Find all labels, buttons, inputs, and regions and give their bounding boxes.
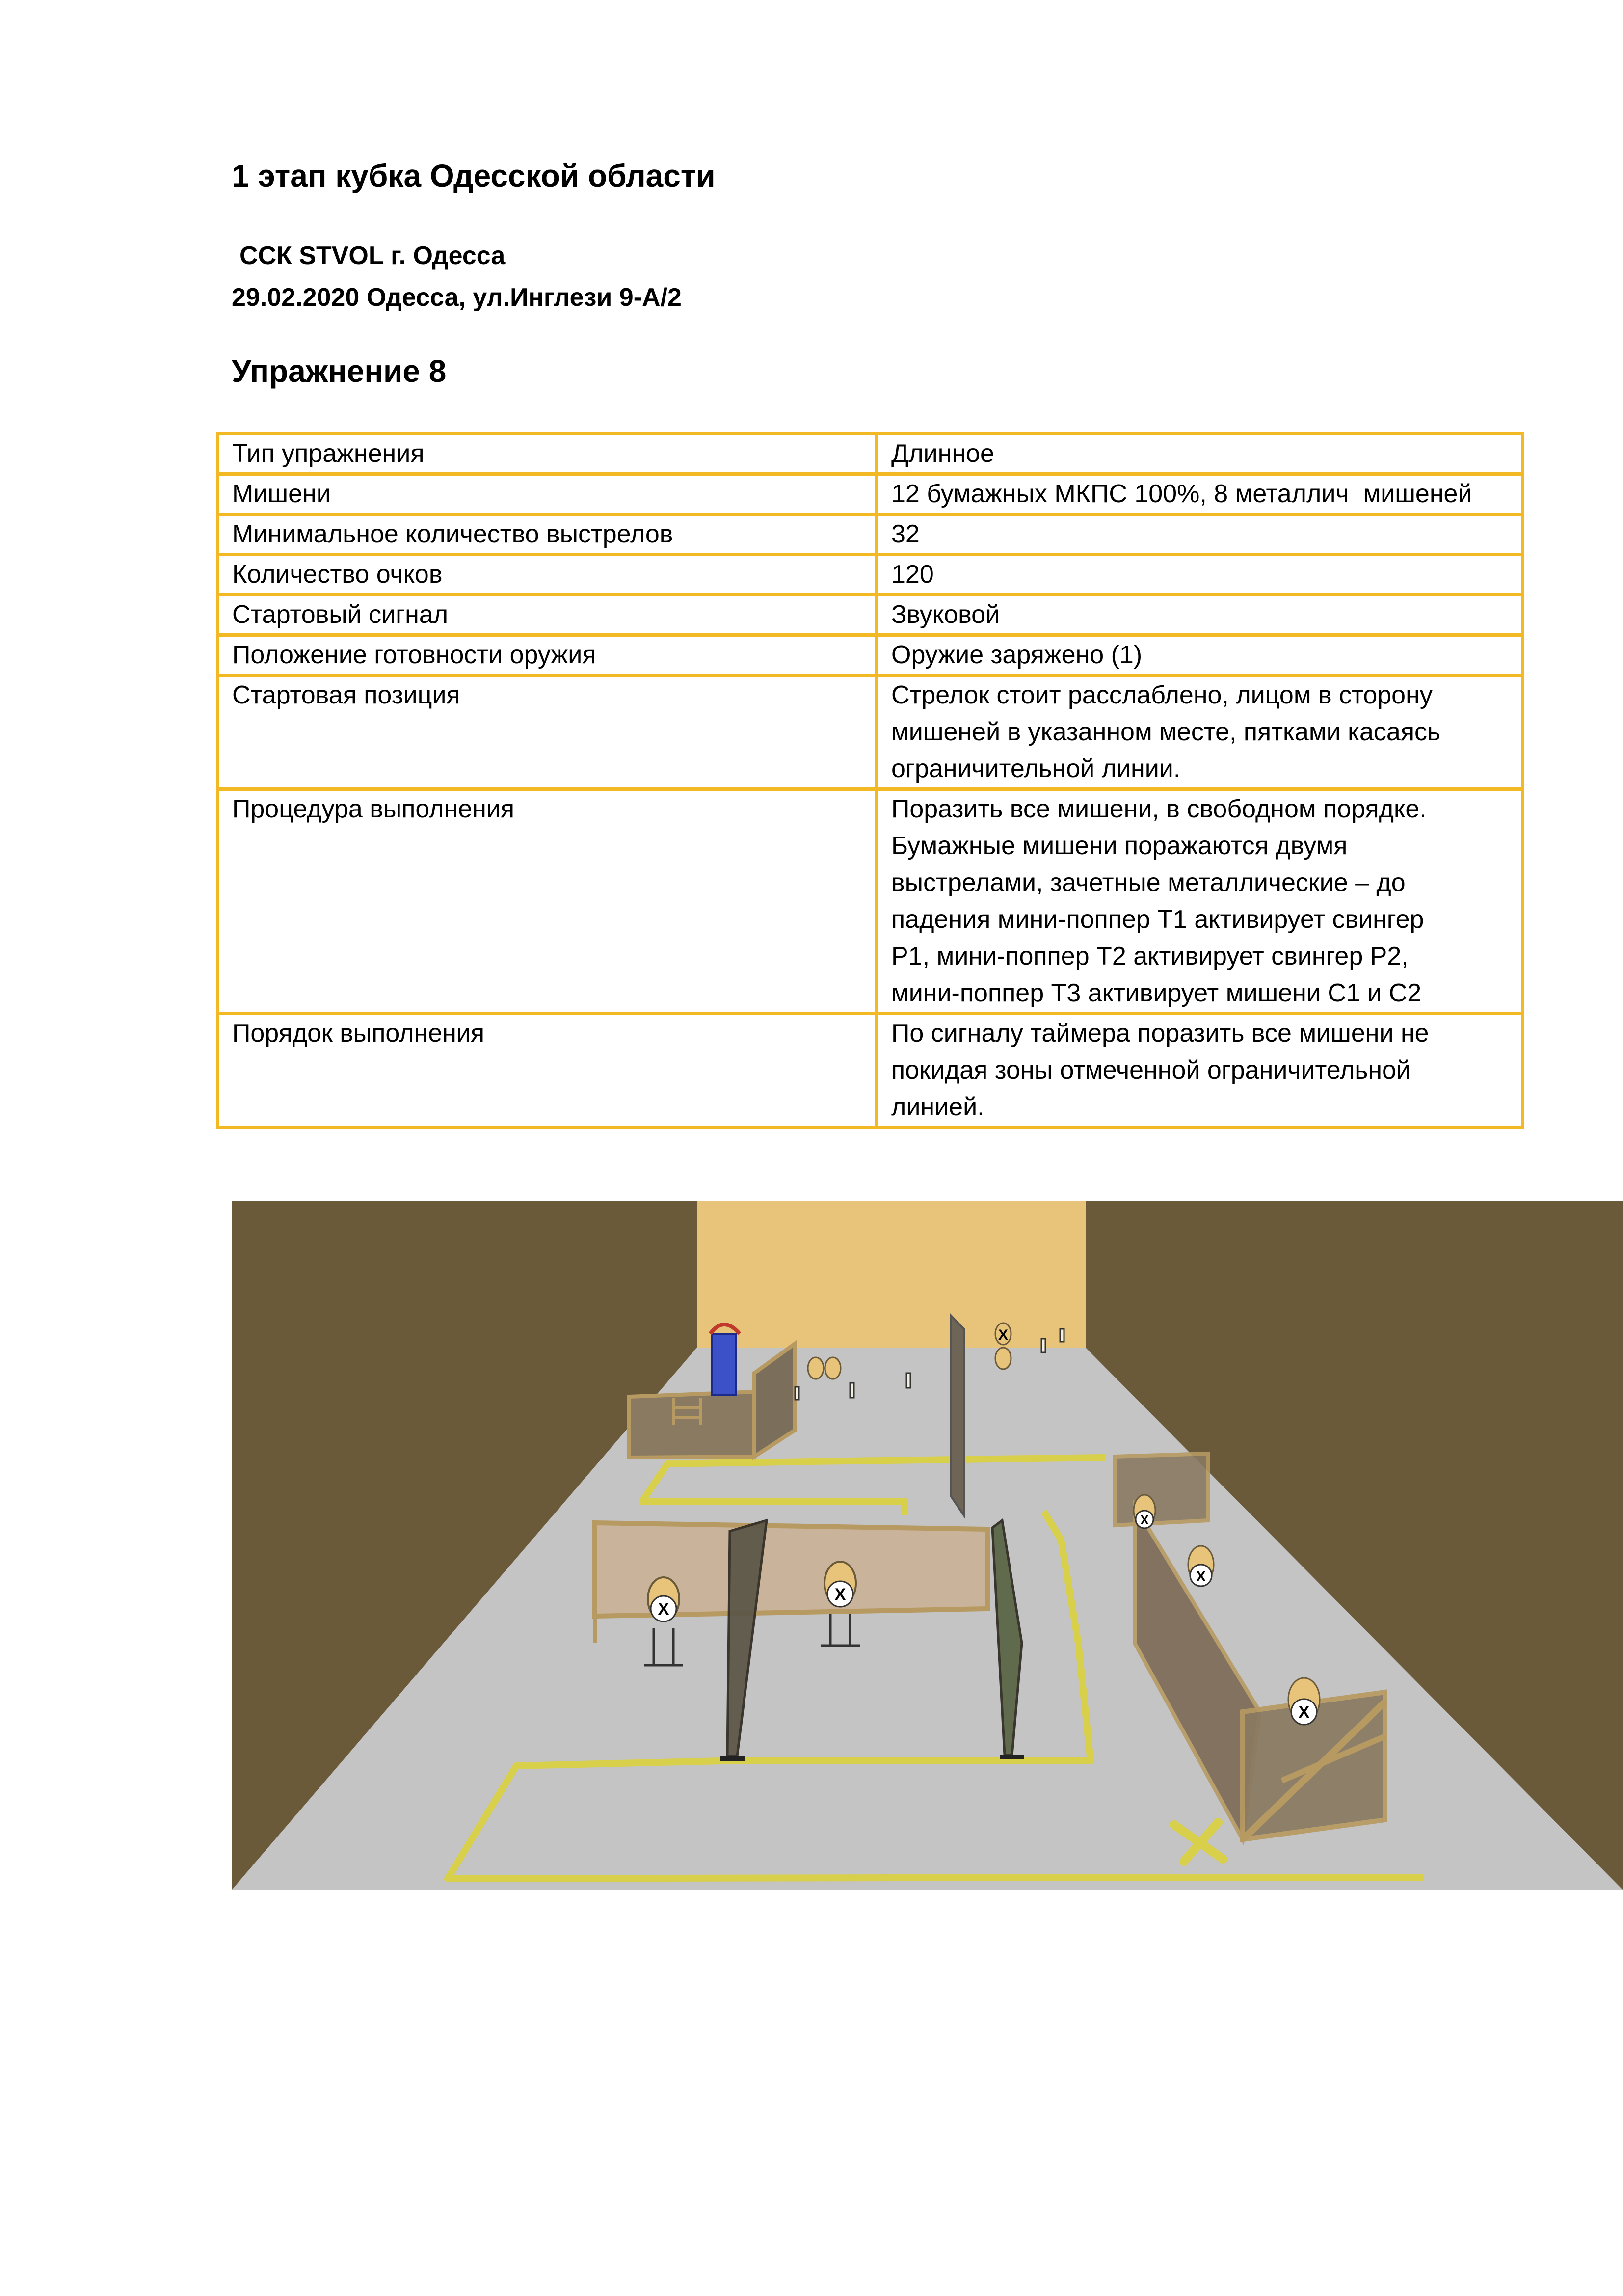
spec-value xyxy=(877,434,1523,474)
spec-value xyxy=(877,595,1523,635)
swinger-drum xyxy=(710,1324,740,1395)
spec-key: Минимальное количество выстрелов xyxy=(218,514,877,555)
spec-value-line: 32 xyxy=(891,520,920,548)
spec-row-ready-condition xyxy=(218,635,1523,675)
stage-diagram xyxy=(232,1201,1623,1890)
target-mark-x: X xyxy=(658,1600,669,1619)
spec-value xyxy=(877,555,1523,595)
page-title: 1 этап кубка Одесской области xyxy=(232,158,716,193)
spec-key: Тип упражнения xyxy=(218,434,877,474)
spec-value-line: По сигналу таймера поразить все мишени не xyxy=(891,1019,1429,1048)
spec-value xyxy=(877,474,1523,514)
spec-value-line: мини-поппер Т3 активирует мишени С1 и С2 xyxy=(891,979,1422,1007)
target-mark-x: X xyxy=(1140,1513,1149,1527)
spec-row-targets xyxy=(218,474,1523,514)
spec-row-start-position xyxy=(218,675,1523,789)
spec-value-line: Длинное xyxy=(891,439,994,468)
spec-key: Мишени xyxy=(218,474,877,514)
spec-key: Порядок выполнения xyxy=(218,1014,877,1128)
exercise-spec-table xyxy=(216,432,1524,1129)
spec-row-min-shots xyxy=(218,514,1523,555)
spec-row-points xyxy=(218,555,1523,595)
spec-value-line: покидая зоны отмеченной ограничительной xyxy=(891,1056,1411,1084)
spec-value-line: падения мини-поппер Т1 активирует свингер xyxy=(891,905,1424,934)
spec-value-line: мишеней в указанном месте, пятками касаясь xyxy=(891,718,1441,746)
spec-key: Стартовая позиция xyxy=(218,675,877,789)
target-mark-x: X xyxy=(834,1585,846,1604)
spec-key: Стартовый сигнал xyxy=(218,595,877,635)
spec-value xyxy=(877,635,1523,675)
spec-key: Положение готовности оружия xyxy=(218,635,877,675)
target-mark-x: X xyxy=(1298,1703,1310,1722)
far-target-x xyxy=(998,1327,1008,1343)
spec-value-line: Звуковой xyxy=(891,600,1000,629)
spec-value xyxy=(877,789,1523,1014)
spec-value-line: Поразить все мишени, в свободном порядке. xyxy=(891,795,1427,823)
spec-value xyxy=(877,1014,1523,1128)
exercise-title: Упражнение 8 xyxy=(232,353,447,389)
spec-value-line: Оружие заряжено (1) xyxy=(891,641,1143,669)
target-mark-x: X xyxy=(998,1327,1009,1343)
spec-row-procedure xyxy=(218,789,1523,1014)
spec-value-line: Р1, мини-поппер Т2 активирует свингер Р2, xyxy=(891,942,1409,971)
club-name: ССК STVOL г. Одесса xyxy=(239,242,506,270)
spec-value-line: 120 xyxy=(891,560,934,589)
spec-value-line: Бумажные мишени поражаются двумя xyxy=(891,832,1348,860)
center-divider-wall xyxy=(951,1315,964,1515)
spec-value-line: 12 бумажных МКПС 100%, 8 металлич мишеней xyxy=(891,480,1472,508)
spec-row-type xyxy=(218,434,1523,474)
spec-row-order xyxy=(218,1014,1523,1128)
event-date-address: 29.02.2020 Одесса, ул.Инглези 9-А/2 xyxy=(232,283,682,312)
spec-value-line: Стрелок стоит расслаблено, лицом в сторону xyxy=(891,681,1433,709)
spec-value-line: линией. xyxy=(891,1093,984,1121)
spec-value-line: выстрелами, зачетные металлические – до xyxy=(891,868,1406,897)
spec-key: Количество очков xyxy=(218,555,877,595)
spec-value xyxy=(877,675,1523,789)
spec-value xyxy=(877,514,1523,555)
target-mark-x: X xyxy=(1196,1568,1206,1585)
spec-value-line: ограничительной линии. xyxy=(891,755,1181,783)
spec-row-start-signal xyxy=(218,595,1523,635)
back-wall xyxy=(697,1201,1086,1348)
spec-key: Процедура выполнения xyxy=(218,789,877,1014)
